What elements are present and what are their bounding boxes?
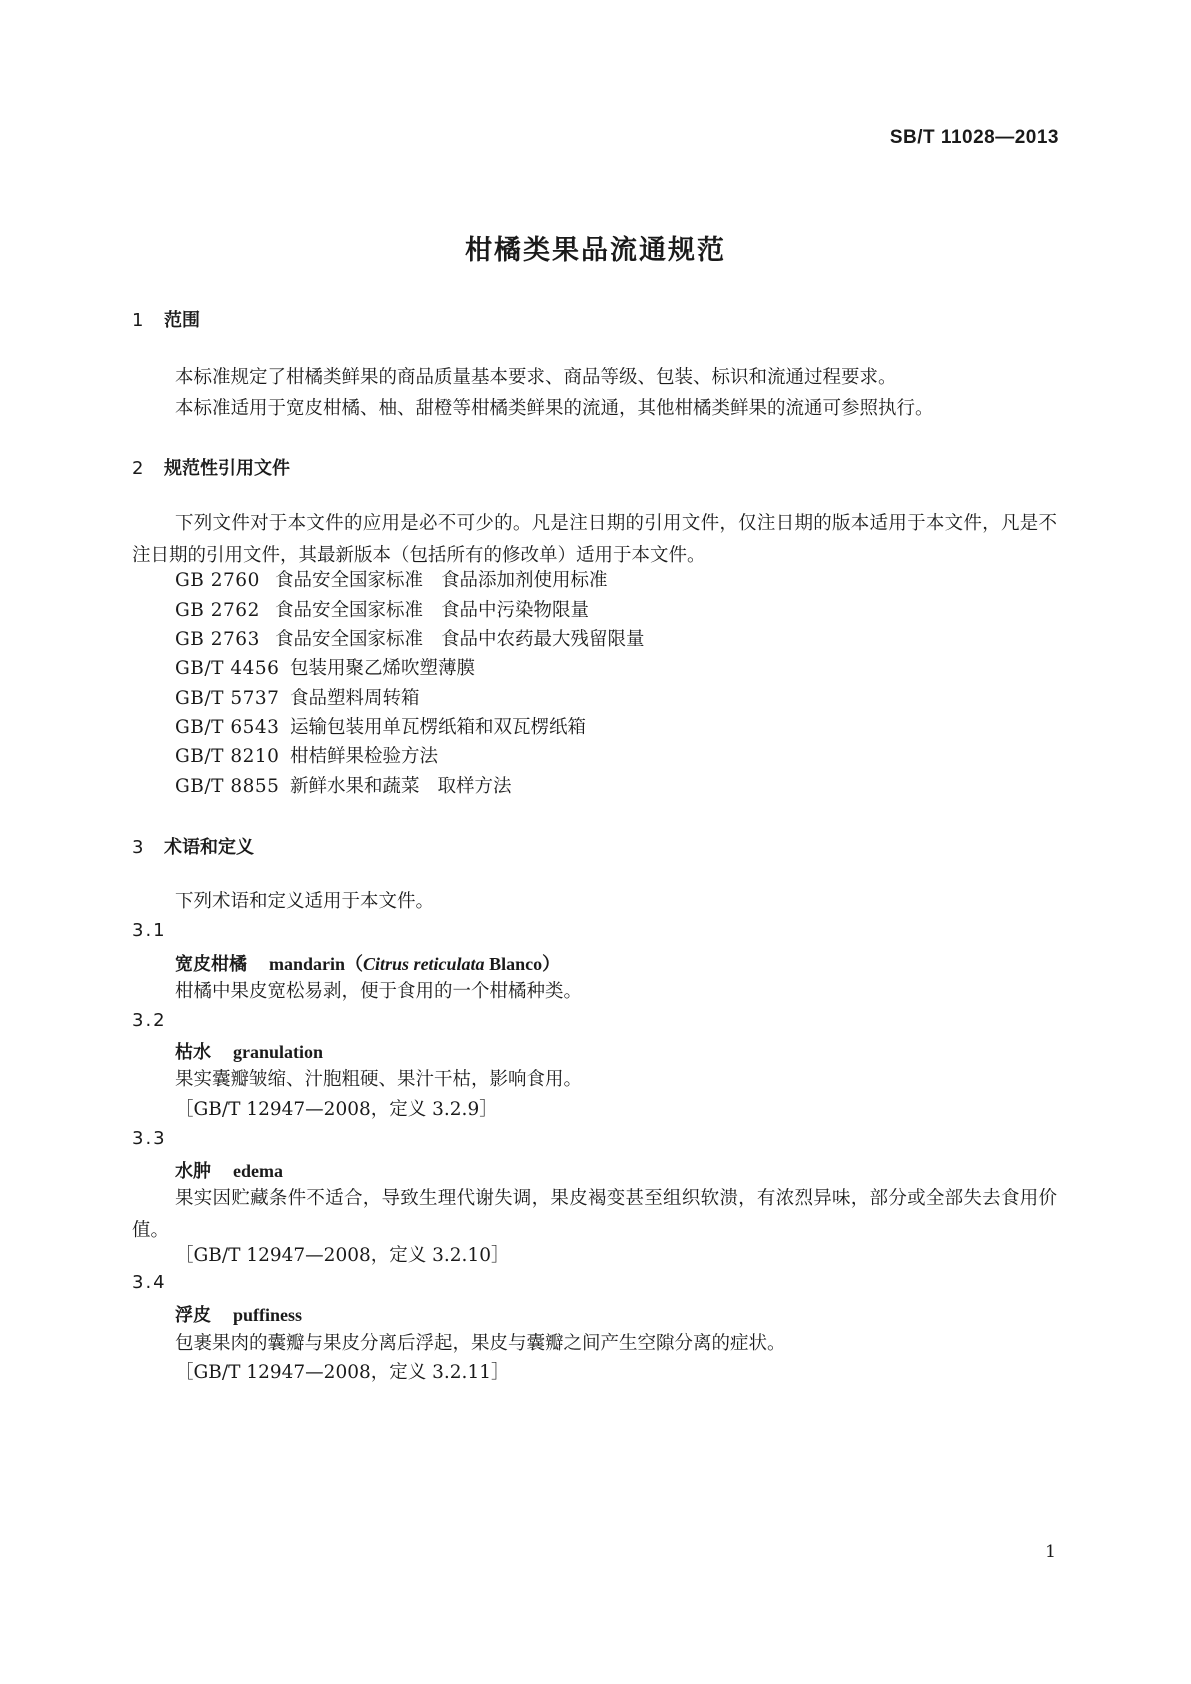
reference-item <box>175 653 475 685</box>
reference-item <box>175 595 589 627</box>
term-zh: 枯水 <box>175 1042 211 1063</box>
term-en: granulation <box>233 1042 324 1062</box>
reference-title: 食品塑料周转箱 <box>290 688 420 709</box>
reference-code: GB/T 5737 <box>175 688 280 709</box>
reference-title: 新鲜水果和蔬菜 取样方法 <box>290 776 512 797</box>
reference-title: 包装用聚乙烯吹塑薄膜 <box>290 658 476 679</box>
term-definition: 果实因贮藏条件不适合，导致生理代谢失调，果皮褐变甚至组织软溃，有浓烈异味，部分或全部失去食用价值。 <box>132 1188 1057 1241</box>
section-title: 范围 <box>164 310 200 331</box>
term-source: ［GB/T 12947—2008，定义 3.2.10］ <box>175 1245 510 1266</box>
term-zh: 宽皮柑橘 <box>175 954 247 975</box>
reference-code: GB 2763 <box>175 629 260 650</box>
reference-code: GB/T 6543 <box>175 717 280 738</box>
reference-title: 运输包装用单瓦楞纸箱和双瓦楞纸箱 <box>290 717 587 738</box>
section-1-paragraph-1: 本标准规定了柑橘类鲜果的商品质量基本要求、商品等级、包装、标识和流通过程要求。 <box>175 367 897 388</box>
term-definition: 柑橘中果皮宽松易剥，便于食用的一个柑橘种类。 <box>175 981 583 1002</box>
document-title: 柑橘类果品流通规范 <box>465 235 726 266</box>
reference-code: GB 2762 <box>175 600 260 621</box>
term-source: ［GB/T 12947—2008，定义 3.2.11］ <box>175 1362 510 1383</box>
section-3-intro: 下列术语和定义适用于本文件。 <box>175 891 435 912</box>
term-heading <box>175 1038 323 1064</box>
reference-code: GB 2760 <box>175 570 260 591</box>
term-heading <box>175 950 560 976</box>
term-definition: 包裹果肉的囊瓣与果皮分离后浮起，果皮与囊瓣之间产生空隙分离的症状。 <box>175 1333 786 1354</box>
reference-code: GB/T 8855 <box>175 776 280 797</box>
term-en: mandarin（Citrus reticulata Blanco） <box>269 954 561 974</box>
reference-code: GB/T 4456 <box>175 658 280 679</box>
reference-code: GB/T 8210 <box>175 746 280 767</box>
section-3-heading <box>132 833 254 859</box>
term-number: 3.2 <box>132 1010 167 1031</box>
term-definition: 果实囊瓣皱缩、汁胞粗硬、果汁干枯，影响食用。 <box>175 1069 583 1090</box>
section-number: 2 <box>132 458 144 479</box>
reference-title: 食品安全国家标准 食品添加剂使用标准 <box>275 570 608 591</box>
term-heading <box>175 1301 302 1327</box>
standard-code: SB/T 11028—2013 <box>889 127 1059 148</box>
term-source: ［GB/T 12947—2008，定义 3.2.9］ <box>175 1099 498 1120</box>
reference-title: 食品安全国家标准 食品中农药最大残留限量 <box>275 629 645 650</box>
term-en: edema <box>233 1161 283 1181</box>
term-number: 3.4 <box>132 1272 167 1293</box>
reference-item <box>175 712 586 744</box>
reference-item <box>175 741 438 773</box>
term-zh: 水肿 <box>175 1161 211 1182</box>
reference-item <box>175 624 645 656</box>
reference-title: 柑桔鲜果检验方法 <box>290 746 439 767</box>
page-number: 1 <box>1045 1542 1056 1562</box>
section-2-intro: 下列文件对于本文件的应用是必不可少的。凡是注日期的引用文件，仅注日期的版本适用于本文件，凡是不注日期的引用文件，其最新版本（包括所有的修改单）适用于本文件。 <box>132 513 1057 566</box>
section-2-heading <box>132 454 290 480</box>
section-number: 3 <box>132 837 144 858</box>
section-1-heading <box>132 306 200 332</box>
reference-item <box>175 683 420 715</box>
term-number: 3.1 <box>132 920 167 941</box>
term-zh: 浮皮 <box>175 1305 211 1326</box>
term-heading <box>175 1157 283 1183</box>
term-number: 3.3 <box>132 1128 167 1149</box>
term-en: puffiness <box>233 1305 303 1325</box>
reference-item <box>175 565 608 597</box>
reference-item <box>175 771 512 803</box>
reference-title: 食品安全国家标准 食品中污染物限量 <box>275 600 590 621</box>
section-number: 1 <box>132 310 144 331</box>
section-1-paragraph-2: 本标准适用于宽皮柑橘、柚、甜橙等柑橘类鲜果的流通，其他柑橘类鲜果的流通可参照执行。 <box>175 398 934 419</box>
section-title: 规范性引用文件 <box>164 458 290 479</box>
section-title: 术语和定义 <box>164 837 254 858</box>
